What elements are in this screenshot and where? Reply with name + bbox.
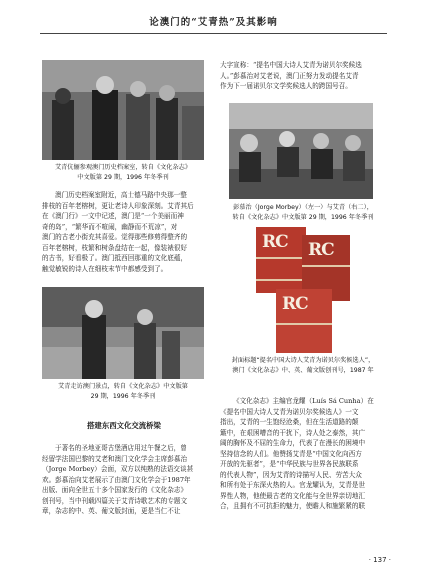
photo-meeting-caption (220, 203, 386, 222)
text-line: 和所有处于东深火热的人。官龙耀认为，艾青是世 (220, 481, 366, 489)
text-line: 的代表人物”，因为艾青的诗描写人民、劳苦大众 (220, 470, 362, 479)
magazine-cover-1 (256, 227, 306, 293)
right-paragraph-1 (220, 60, 386, 92)
text-line: 作为下一届诺贝尔文学奖候选人的跨国号召。 (220, 82, 352, 90)
running-header (0, 14, 427, 46)
text-line: 澳门的古老小街充其喜爱。觉得那些修剪得整齐的 (42, 233, 188, 241)
text-line: 触觉敏锐的诗人在细枝末节中都感受到了。 (42, 264, 168, 273)
text-line: 章，杂志的中、英、葡文版封面，更是当仁不让 (42, 507, 181, 515)
text-line: 指出，艾青的一生饱经沧桑，但在生活道路的颠 (220, 418, 359, 426)
cover-logo: RC (262, 232, 288, 252)
text-line: 欢。彭慕治向艾老展示了由澳门文化学会于1987年 (42, 475, 191, 484)
text-line: 出版、面向全世五十多个国家发行的《文化杂志》 (42, 486, 188, 494)
text-line: 合，且拥有不可抗拒的魅力，使瞻人和施繁紧的联 (220, 502, 366, 510)
text-line: 阔的胸怀及不屈的生命力，代表了在漫长的困境中 (220, 439, 366, 447)
text-line: 排枝的百年老榕树，更让老诗人印象深刻。艾青其后 (42, 201, 194, 210)
text-line: 在《澳门行》一文中记述，澳门是“一个美丽而神 (42, 212, 184, 220)
cover-stripe (276, 323, 332, 325)
text-line: 创刊号，当中刊载四篇关于艾青诗歌艺术的专题文 (42, 496, 188, 505)
caption-line: 艾青伉俪参观澳门历史档案室，转自《文化杂志》 (54, 164, 192, 171)
text-line: 澳门历史档案室附近，高士德马路中央那一整 (55, 191, 187, 199)
magazine-covers-caption (220, 356, 386, 375)
photo-scenic-visit (42, 287, 204, 379)
text-line: 《提名中国大诗人艾青为诺贝尔奖候选人》一文 (220, 407, 359, 416)
text-line: 经留学法国巴黎的艾老和澳门文化学会主席彭慕治 (42, 454, 188, 463)
text-line: 坚持信念的人们。他赞扬艾青是“中国文化向西方 (220, 449, 362, 458)
cover-stripe (256, 257, 306, 259)
right-paragraph-2 (220, 396, 386, 512)
text-line: 的古书，好看极了。澳门抵西回那重的文化底蕴， (42, 254, 188, 262)
text-line: 《文化杂志》主编官龙耀（Luís Sá Cunha）在 (233, 397, 374, 405)
caption-line: 29 期，1996 年冬季刊 (90, 392, 156, 400)
photo-scenic-visit-image (42, 287, 204, 379)
magazine-cover-3 (276, 289, 332, 353)
text-line: 簸中，在艰困嘈音的干扰下，诗人处之泰然，其广 (220, 428, 366, 437)
cover-stripe (256, 279, 306, 281)
text-line: 人。”彭慕治对艾老说，澳门正努力发动提名艾青 (220, 71, 359, 80)
text-line: 大字宣称：“提名中国大诗人艾青为诺贝尔奖候选 (220, 61, 362, 69)
photo-scenic-caption (42, 382, 204, 401)
magazine-covers-photo (256, 227, 350, 353)
text-line: 于著名的圣地亚哥古堡酒店用过午餐之后，曾 (55, 444, 187, 452)
text-line: 界性人物，他使最古老的文化能与全世界亲切地汇 (220, 491, 366, 500)
photo-archive-caption (42, 163, 204, 182)
photo-meeting-image (229, 103, 373, 199)
caption-line: 彭慕治（Jorge Morbey）（左一）与艾青（右二）， (233, 204, 373, 211)
text-line: 开放的先驱者”，是“中华民族与世界各民族联系 (220, 460, 359, 468)
left-paragraph-2 (42, 443, 206, 517)
left-paragraph-1 (42, 190, 206, 274)
text-line: 奇的岛”，“繁华而不喧闹，幽静而不荒凉”，对 (42, 222, 178, 231)
photo-archive-visit (42, 60, 204, 160)
caption-line: 封面标题“提名中国大诗人艾青为诺贝尔奖候选人”， (231, 357, 375, 364)
cover-logo: RC (308, 240, 334, 260)
page-number: · 137 · (368, 556, 391, 564)
cover-logo: RC (282, 294, 308, 314)
text-line: （Jorge Morbey）会面，双方以纯熟的法语交谈甚 (42, 465, 194, 473)
section-heading: 搭建东西文化交流桥梁 (87, 421, 161, 430)
header-title: 论澳门的“艾青热”及其影响 (149, 17, 278, 28)
caption-line: 澳门《文化杂志》中、英、葡文版创刊号，1987 年 (232, 366, 374, 374)
text-line: 百年老榕树，枝繁和树条盘结在一起，像装裱很好 (42, 243, 188, 252)
photo-meeting (229, 103, 373, 199)
caption-line: 艾青走访澳门景点，转自《文化杂志》中文版第 (58, 383, 188, 390)
caption-line: 转自《文化杂志》中文版第 29 期，1996 年冬季刊 (232, 213, 374, 221)
header-rule (40, 33, 387, 34)
photo-archive-visit-image (42, 60, 204, 160)
cover-stripe (302, 265, 350, 267)
caption-line: 中文版第 29 期，1996 年冬季刊 (77, 173, 169, 181)
